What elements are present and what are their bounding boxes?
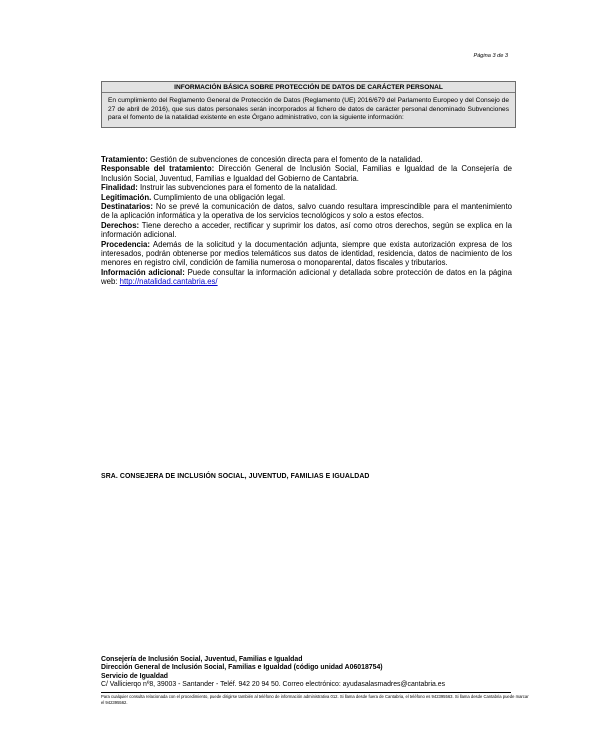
- page-number: Página 3 de 3: [473, 53, 508, 59]
- footer-servicio: Servicio de Igualdad: [101, 672, 169, 680]
- section-text: Cumplimiento de una obligación legal.: [151, 192, 286, 202]
- section-text: Instruir las subvenciones para el fomento de la natalidad.: [137, 183, 338, 193]
- section-text: Además de la solicitud y la documentación adjunta, siempre que exista autorización expresa de los interesados, podrán obtenerse por medios telemáticos sus datos de identidad, residencia, datos de nacimiento de los menores en registro civil, condición de familia numerosa o monoparental, datos fiscales y tributarios.: [101, 239, 512, 268]
- section-responsable: [101, 164, 512, 183]
- data-protection-box: [101, 81, 516, 128]
- footer-divider: [101, 692, 511, 693]
- section-derechos: [101, 221, 512, 240]
- natalidad-link[interactable]: http://natalidad.cantabria.es/: [119, 277, 218, 287]
- section-label: Responsable del tratamiento:: [101, 164, 215, 174]
- section-label: Destinatarios:: [101, 202, 153, 212]
- section-procedencia: [101, 240, 512, 268]
- footer-address: C/ Vallicierqo nº8, 39003 - Santander - Teléf. 942 20 94 50. Correo electrónico: ayudasalasmadres@cantabria.es: [101, 681, 446, 689]
- section-label: Finalidad:: [101, 183, 138, 193]
- section-text: Puede consultar la información adicional y detallada sobre protección de datos en la página web:: [101, 267, 512, 287]
- data-protection-intro: En cumplimiento del Reglamento General de Protección de Datos (Reglamento (UE) 2016/679 del Parlamento Europeo y del Consejo de 27 de abril de 2016), que sus datos personales serán incorporados al fichero de datos de carácter personal denominado Subvenciones para el fomento de la natalidad existente en este Órgano administrativo, con la siguiente información:: [108, 97, 509, 122]
- footer-note: Para cualquier consulta relacionada con el procedimiento, puede dirigirse también al teléfono de información administrativa 012. Si llama desde fuera de Cantabria, el teléfono es 942395563. Si llama desde Cantabria puede marcar el 942395562.: [101, 694, 529, 705]
- data-protection-title: INFORMACIÓN BÁSICA SOBRE PROTECCIÓN DE DATOS DE CARÁCTER PERSONAL: [102, 82, 515, 93]
- footer-direccion: Dirección General de Inclusión Social, Familias e Igualdad (código unidad A06018754): [101, 664, 383, 672]
- section-destinatarios: [101, 202, 512, 221]
- section-label: Información adicional:: [101, 267, 185, 277]
- section-text: Tiene derecho a acceder, rectificar y suprimir los datos, así como otros derechos, según se explica en la información adicional.: [101, 220, 512, 240]
- section-label: Derechos:: [101, 220, 140, 230]
- section-tratamiento: [101, 155, 512, 164]
- section-label: Procedencia:: [101, 239, 150, 249]
- section-finalidad: [101, 183, 512, 192]
- data-protection-sections: [101, 155, 512, 287]
- section-label: Tratamiento:: [101, 155, 148, 164]
- recipient-line: SRA. CONSEJERA DE INCLUSIÓN SOCIAL, JUVENTUD, FAMILIAS E IGUALDAD: [101, 473, 370, 480]
- footer-consejeria: Consejería de Inclusión Social, Juventud, Familias e Igualdad: [101, 656, 303, 663]
- section-text: Dirección General de Inclusión Social, Familias e Igualdad de la Consejería de Inclusión Social, Juventud, Familias e Igualdad del Gobierno de Cantabria.: [101, 164, 512, 183]
- section-text: Gestión de subvenciones de concesión directa para el fomento de la natalidad.: [147, 155, 423, 164]
- section-informacion-adicional: [101, 268, 512, 287]
- section-label: Legitimación.: [101, 192, 152, 202]
- footer: [101, 656, 521, 690]
- section-text: No se prevé la comunicación de datos, salvo cuando resultara imprescindible para el mantenimiento de la aplicación informática y la operativa de los servicios tecnológicos y solo a estos efectos.: [101, 202, 512, 221]
- section-legitimacion: [101, 193, 512, 202]
